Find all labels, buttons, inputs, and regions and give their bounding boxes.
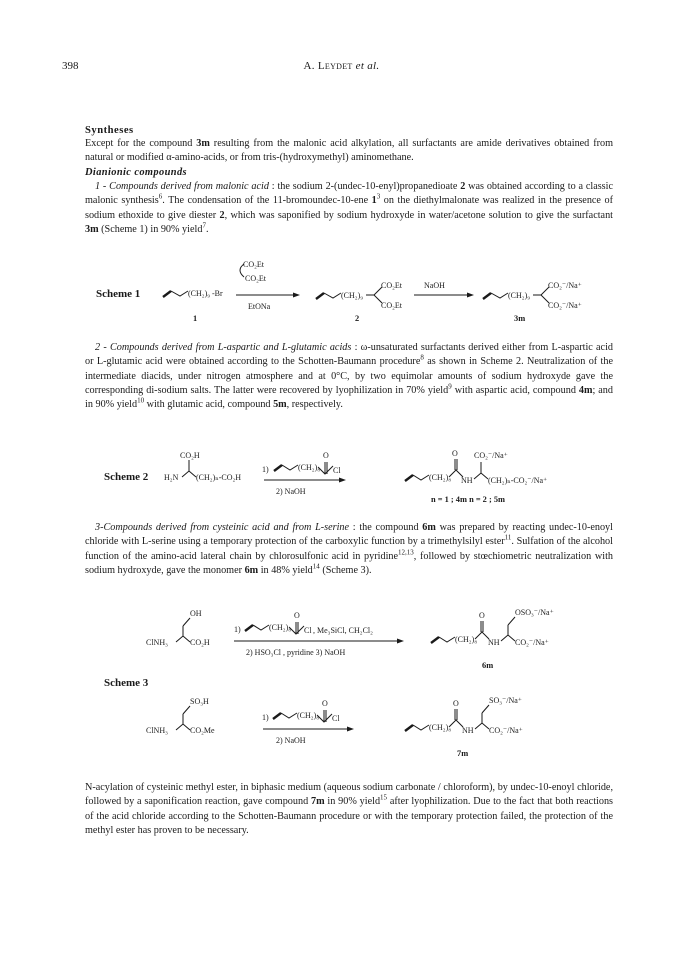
sulfonic-acid-label: SO₃H	[190, 697, 209, 706]
scheme-3-label: Scheme 3	[104, 677, 149, 689]
compound-3m-label: 3m	[514, 314, 526, 323]
carboxylate-label: CO₂⁻/Na⁺	[489, 726, 523, 735]
ammonium-label: ClNH₃	[146, 726, 168, 735]
compound-7m-label: 7m	[457, 749, 469, 758]
compound-ref: 3m	[196, 138, 210, 149]
vinyl-bond	[413, 725, 429, 730]
compound-5m-label: 5m	[493, 495, 506, 504]
compound-6m-label: 6m	[482, 661, 494, 670]
reference: 9	[448, 382, 452, 391]
vinyl-double-bond	[316, 293, 324, 299]
section3-title: 3-Compounds derived from cysteinic acid and from L-serine	[95, 522, 350, 533]
carbonyl-o: O	[323, 451, 329, 460]
compound-ref: 5m	[273, 399, 287, 411]
text: : the compound	[349, 522, 423, 533]
reference: 3	[376, 192, 381, 201]
malonate-co2et-bottom: CO₂Et	[245, 274, 267, 283]
reference: 14	[312, 562, 320, 571]
compound-ref: 6m	[422, 522, 436, 533]
bond	[176, 636, 190, 642]
bond	[482, 705, 489, 713]
bond	[182, 471, 196, 477]
vinyl-bond	[281, 713, 297, 718]
scheme-1-label: Scheme 1	[96, 288, 141, 300]
running-head-author: A. Leydet	[303, 60, 353, 72]
compound-ref: 2	[460, 181, 466, 192]
text: : ω-unsaturated surfactants derived either from L-aspartic acid or L-glutamic acid were obtained according to the Schotten-Baumann procedure	[85, 342, 613, 368]
reference: 7	[202, 221, 206, 230]
amine-label: H₂N	[164, 473, 179, 482]
compound-1-label: 1	[193, 314, 198, 323]
compound-4m-label: 4m	[455, 495, 467, 504]
vinyl-double-bond	[245, 625, 253, 631]
amide-bond	[449, 720, 463, 727]
scheme-2-figure	[0, 440, 683, 512]
text: : the sodium 2-(undec-10-enyl)propanedioate	[268, 181, 461, 192]
chain-label: (CH₂)₉	[341, 291, 364, 300]
reagent-etona: EtONa	[248, 302, 271, 311]
page-number: 398	[62, 60, 79, 72]
chain-label: (CH₂)₉	[508, 291, 531, 300]
vinyl-bond	[413, 475, 429, 480]
reagent-a-step2: 2) HSO₃Cl , pyridine 3) NaOH	[246, 648, 346, 657]
vinyl-bond	[171, 291, 188, 296]
vinyl-bond	[253, 625, 269, 630]
amide-nh: NH	[461, 476, 473, 485]
bond	[474, 473, 488, 479]
bond	[183, 618, 190, 626]
section2-paragraph	[85, 341, 613, 412]
vinyl-bond	[439, 637, 455, 642]
vinyl-double-bond	[274, 465, 282, 471]
bond	[508, 617, 515, 625]
text: on the diethylmalonate was realized in the presence of sodium ethoxide to give diester	[85, 195, 613, 221]
step-1: 1)	[262, 713, 269, 722]
bond	[475, 723, 489, 729]
reagent-naoh: NaOH	[424, 281, 445, 290]
section1-paragraph	[85, 180, 613, 237]
carbonyl-o: O	[294, 611, 300, 620]
ammonium-label: ClNH₃	[146, 638, 168, 647]
bond	[183, 706, 190, 714]
carbonyl-o: O	[452, 449, 458, 458]
section1-title: 1 - Compounds derived from malonic acid	[95, 181, 269, 192]
product-text: n = 2 ;	[466, 495, 494, 504]
alpha-carboxylate: CO₂⁻/Na⁺	[474, 451, 508, 460]
amide-nh: NH	[488, 638, 500, 647]
running-head-etal: et al.	[355, 60, 380, 72]
chain-label: (CH₂)₈	[429, 473, 452, 482]
text: in 48% yield	[258, 564, 313, 576]
chain-label: (CH₂)₉	[188, 289, 211, 298]
sulfate-label: OSO₃⁻/Na⁺	[515, 608, 554, 617]
text: Except for the compound	[85, 138, 197, 149]
reference: 15	[380, 793, 388, 802]
compound-ref: 2	[219, 209, 225, 221]
chain-label: (CH₂)₈	[455, 635, 478, 644]
text: (Scheme 3).	[319, 564, 372, 576]
running-head	[0, 59, 683, 75]
text: was obtained according to a classic malonic synthesis	[85, 181, 614, 207]
syntheses-paragraph	[85, 137, 613, 166]
text: after lyophilization. Due to the fact that both reactions of the acid chloride according to the Schotten-Baumann procedure or with the temporary protection failed, the protection of the methyl ester has proven to be necessary.	[85, 796, 614, 836]
amide-nh: NH	[462, 726, 474, 735]
vinyl-double-bond	[273, 713, 281, 719]
carbonyl-o: O	[479, 611, 485, 620]
text: was prepared by reacting undec-10-enoyl chloride with L-serine using a temporary protection of the carboxylic function by a trimethylsilyl ester	[85, 522, 613, 548]
diester-co2et-top: CO₂Et	[381, 281, 403, 290]
text: , respectively.	[286, 399, 343, 411]
acid-co2h: CO₂H	[190, 638, 210, 647]
chloride-label: Cl	[332, 714, 340, 723]
scheme-1-figure	[0, 250, 683, 325]
text: N-acylation of cysteinic methyl ester, in biphasic medium (aqueous sodium carbonate / chloroform), by undec-10-enoyl chloride, followed by a saponification reaction, gave compound	[85, 782, 613, 808]
text: ; and in 90% yield	[85, 384, 613, 411]
text: resulting from the malonic acid alkylation, all surfactants are amide derivatives obtained from natural or modified α-amino-acids, or from tris-(hydroxymethyl) aminomethane.	[85, 138, 614, 164]
arrowhead	[347, 727, 354, 732]
reference: 8	[420, 353, 424, 362]
amide-bond	[475, 632, 489, 639]
chain-label: (CH₂)₈	[298, 463, 321, 472]
compound-2-label: 2	[355, 314, 360, 323]
scheme-3-figure	[0, 598, 683, 760]
vinyl-bond	[282, 465, 298, 470]
vinyl-bond	[491, 293, 508, 298]
sulfonate-label: SO₃⁻/Na⁺	[489, 696, 523, 705]
reagent-a-tail: , Me₃SiCl, CH₂Cl₂	[313, 626, 373, 635]
step-2: 2) NaOH	[276, 487, 306, 496]
carboxylate-top: CO₂⁻/Na⁺	[548, 281, 582, 290]
reagent-b-step2: 2) NaOH	[276, 736, 306, 745]
text: (Scheme 1) in 90% yield	[98, 223, 203, 235]
syntheses-heading: Syntheses	[85, 125, 134, 136]
arrowhead	[339, 478, 346, 483]
compound-ref: 4m	[578, 384, 593, 396]
products-line	[431, 495, 505, 504]
bromide-label: -Br	[212, 289, 223, 298]
malonate-co2et-top: CO₂Et	[243, 260, 265, 269]
section3-paragraph	[85, 521, 613, 578]
arrowhead	[467, 293, 474, 298]
chain-label: (CH₂)₈	[297, 711, 320, 720]
vinyl-double-bond	[405, 725, 413, 731]
acid-co2h: CO₂H	[180, 451, 200, 460]
reference: 6	[158, 192, 163, 201]
chloride-label: Cl	[333, 466, 341, 475]
closing-paragraph	[85, 781, 613, 838]
side-chain-carboxylate: (CH₂)ₙ-CO₂⁻/Na⁺	[488, 476, 548, 485]
text: , followed by stœchiometric neutralization with sodium hydroxyde, gave the monomer	[85, 550, 614, 576]
chain-label: (CH₂)₈	[429, 723, 452, 732]
section2-title: 2 - Compounds derived from L-aspartic and L-glutamic acids	[95, 342, 352, 353]
arrowhead	[293, 293, 300, 298]
hydroxyl-label: OH	[190, 609, 202, 618]
text: with glutamic acid, compound	[144, 399, 274, 411]
reference: 12,13	[398, 548, 414, 557]
step-1: 1)	[262, 465, 269, 474]
carboxylate-bottom: CO₂⁻/Na⁺	[548, 301, 582, 310]
text: , which was saponified by sodium hydroxyde in water/acetone solution to give the surfactant	[224, 209, 614, 221]
bond	[501, 635, 515, 641]
methyl-ester-label: CO₂Me	[190, 726, 215, 735]
text: with aspartic acid, compound	[451, 384, 579, 396]
compound-ref: 3m	[85, 223, 99, 235]
carbonyl-o: O	[322, 699, 328, 708]
vinyl-bond	[324, 293, 341, 298]
carbonyl-o: O	[453, 699, 459, 708]
reference: 11	[504, 533, 512, 542]
vinyl-double-bond	[431, 637, 439, 643]
vinyl-double-bond	[483, 293, 491, 299]
vinyl-double-bond	[163, 291, 171, 297]
text: . Sulfation of the alcohol function of the amino-acid lateral chain by chlorosulfonic acid in pyridine	[85, 536, 613, 562]
compound-ref: 6m	[244, 564, 259, 576]
side-chain-acid: (CH₂)ₙ-CO₂H	[196, 473, 242, 482]
text: .	[205, 223, 209, 235]
chain-label: (CH₂)₈	[269, 623, 292, 632]
text: . The condensation of the 11-bromoundec-10-ene	[162, 195, 372, 207]
bond	[176, 724, 190, 730]
compound-ref: 1	[371, 195, 377, 207]
text: as shown in Scheme 2. Neutralization of the intermediate diacids, under nitrogen atmosphere and at 0°C, by two equimolar amounts of sodium hydroxyde gave the corresponding di-sodium salts. The latter were recovered by lyophilization in 70% yield	[85, 356, 614, 396]
reference: 10	[137, 396, 145, 405]
vinyl-double-bond	[405, 475, 413, 481]
scheme-2-label: Scheme 2	[104, 471, 149, 483]
dianionic-heading: Dianionic compounds	[85, 167, 187, 178]
text: in 90% yield	[324, 796, 381, 808]
chloride-label: Cl	[304, 626, 312, 635]
diester-co2et-bottom: CO₂Et	[381, 301, 403, 310]
product-text: n = 1 ;	[431, 495, 456, 504]
compound-ref: 7m	[311, 796, 325, 808]
carboxylate-label: CO₂⁻/Na⁺	[515, 638, 549, 647]
arrowhead	[397, 639, 404, 644]
step-1: 1)	[234, 625, 241, 634]
